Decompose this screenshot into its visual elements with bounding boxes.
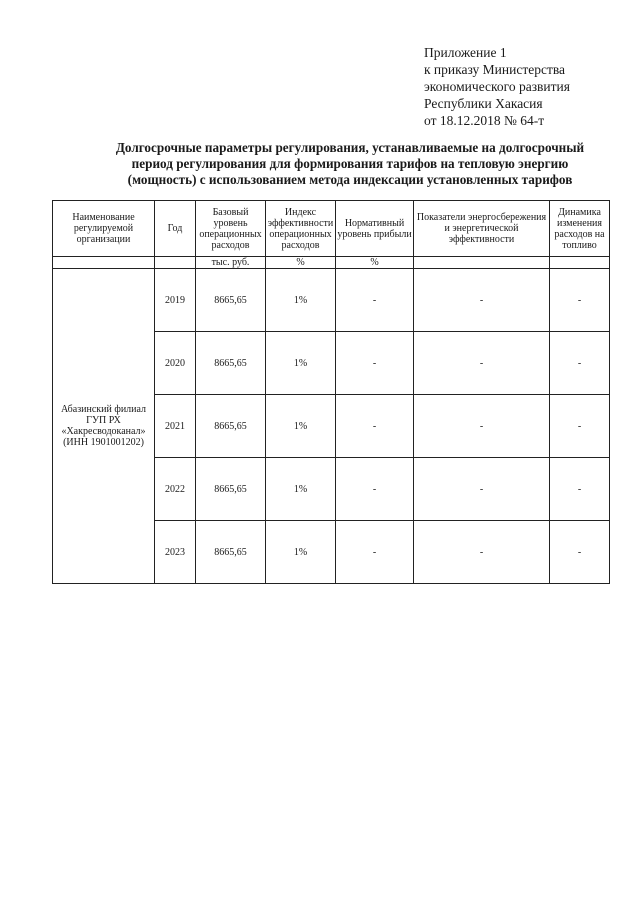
year-cell: 2020	[155, 332, 196, 395]
index-cell: 1%	[266, 458, 336, 521]
org-line: (ИНН 1901001202)	[63, 437, 144, 448]
fuel-cell: -	[550, 332, 610, 395]
appendix-line: к приказу Министерства	[424, 62, 566, 77]
appendix-line: Республики Хакасия	[424, 96, 543, 111]
parameters-table	[52, 200, 610, 584]
org-line: ГУП РХ	[86, 415, 121, 426]
energy-cell: -	[414, 521, 550, 584]
header-org: Наименование регулируемой организации	[53, 201, 155, 257]
table-header-row	[53, 201, 610, 257]
appendix-line: от 18.12.2018 № 64-т	[424, 113, 545, 128]
fuel-cell: -	[550, 458, 610, 521]
base-cell: 8665,65	[196, 458, 266, 521]
profit-cell: -	[336, 521, 414, 584]
header-index: Индекс эффективности операционных расходов	[266, 201, 336, 257]
unit-empty	[155, 257, 196, 269]
unit-empty	[53, 257, 155, 269]
unit-base: тыс. руб.	[196, 257, 266, 269]
appendix-block	[424, 44, 570, 129]
header-year: Год	[155, 201, 196, 257]
profit-cell: -	[336, 395, 414, 458]
header-profit: Нормативный уровень прибыли	[336, 201, 414, 257]
index-cell: 1%	[266, 395, 336, 458]
base-cell: 8665,65	[196, 521, 266, 584]
document-title	[60, 140, 640, 188]
title-line: Долгосрочные параметры регулирования, устанавливаемые на долгосрочный	[115, 140, 585, 155]
unit-empty	[550, 257, 610, 269]
energy-cell: -	[414, 269, 550, 332]
unit-profit: %	[336, 257, 414, 269]
profit-cell: -	[336, 332, 414, 395]
year-cell: 2019	[155, 269, 196, 332]
year-cell: 2023	[155, 521, 196, 584]
header-fuel: Динамика изменения расходов на топливо	[550, 201, 610, 257]
organization-cell	[53, 269, 155, 584]
appendix-line: Приложение 1	[424, 45, 507, 60]
title-line: период регулирования для формирования тарифов на тепловую энергию	[131, 156, 569, 171]
org-line: Абазинский филиал	[60, 404, 147, 415]
year-cell: 2021	[155, 395, 196, 458]
fuel-cell: -	[550, 395, 610, 458]
base-cell: 8665,65	[196, 269, 266, 332]
profit-cell: -	[336, 269, 414, 332]
index-cell: 1%	[266, 269, 336, 332]
index-cell: 1%	[266, 332, 336, 395]
profit-cell: -	[336, 458, 414, 521]
title-line: (мощность) с использованием метода индексации установленных тарифов	[127, 172, 573, 187]
base-cell: 8665,65	[196, 395, 266, 458]
org-line: «Хакресводоканал»	[61, 426, 146, 437]
year-cell: 2022	[155, 458, 196, 521]
energy-cell: -	[414, 458, 550, 521]
energy-cell: -	[414, 395, 550, 458]
energy-cell: -	[414, 332, 550, 395]
fuel-cell: -	[550, 269, 610, 332]
base-cell: 8665,65	[196, 332, 266, 395]
unit-index: %	[266, 257, 336, 269]
appendix-line: экономического развития	[424, 79, 570, 94]
unit-empty	[414, 257, 550, 269]
header-base: Базовый уровень операционных расходов	[196, 201, 266, 257]
header-energy: Показатели энергосбережения и энергетической эффективности	[414, 201, 550, 257]
table-units-row	[53, 257, 610, 269]
table-row	[53, 269, 610, 332]
index-cell: 1%	[266, 521, 336, 584]
fuel-cell: -	[550, 521, 610, 584]
